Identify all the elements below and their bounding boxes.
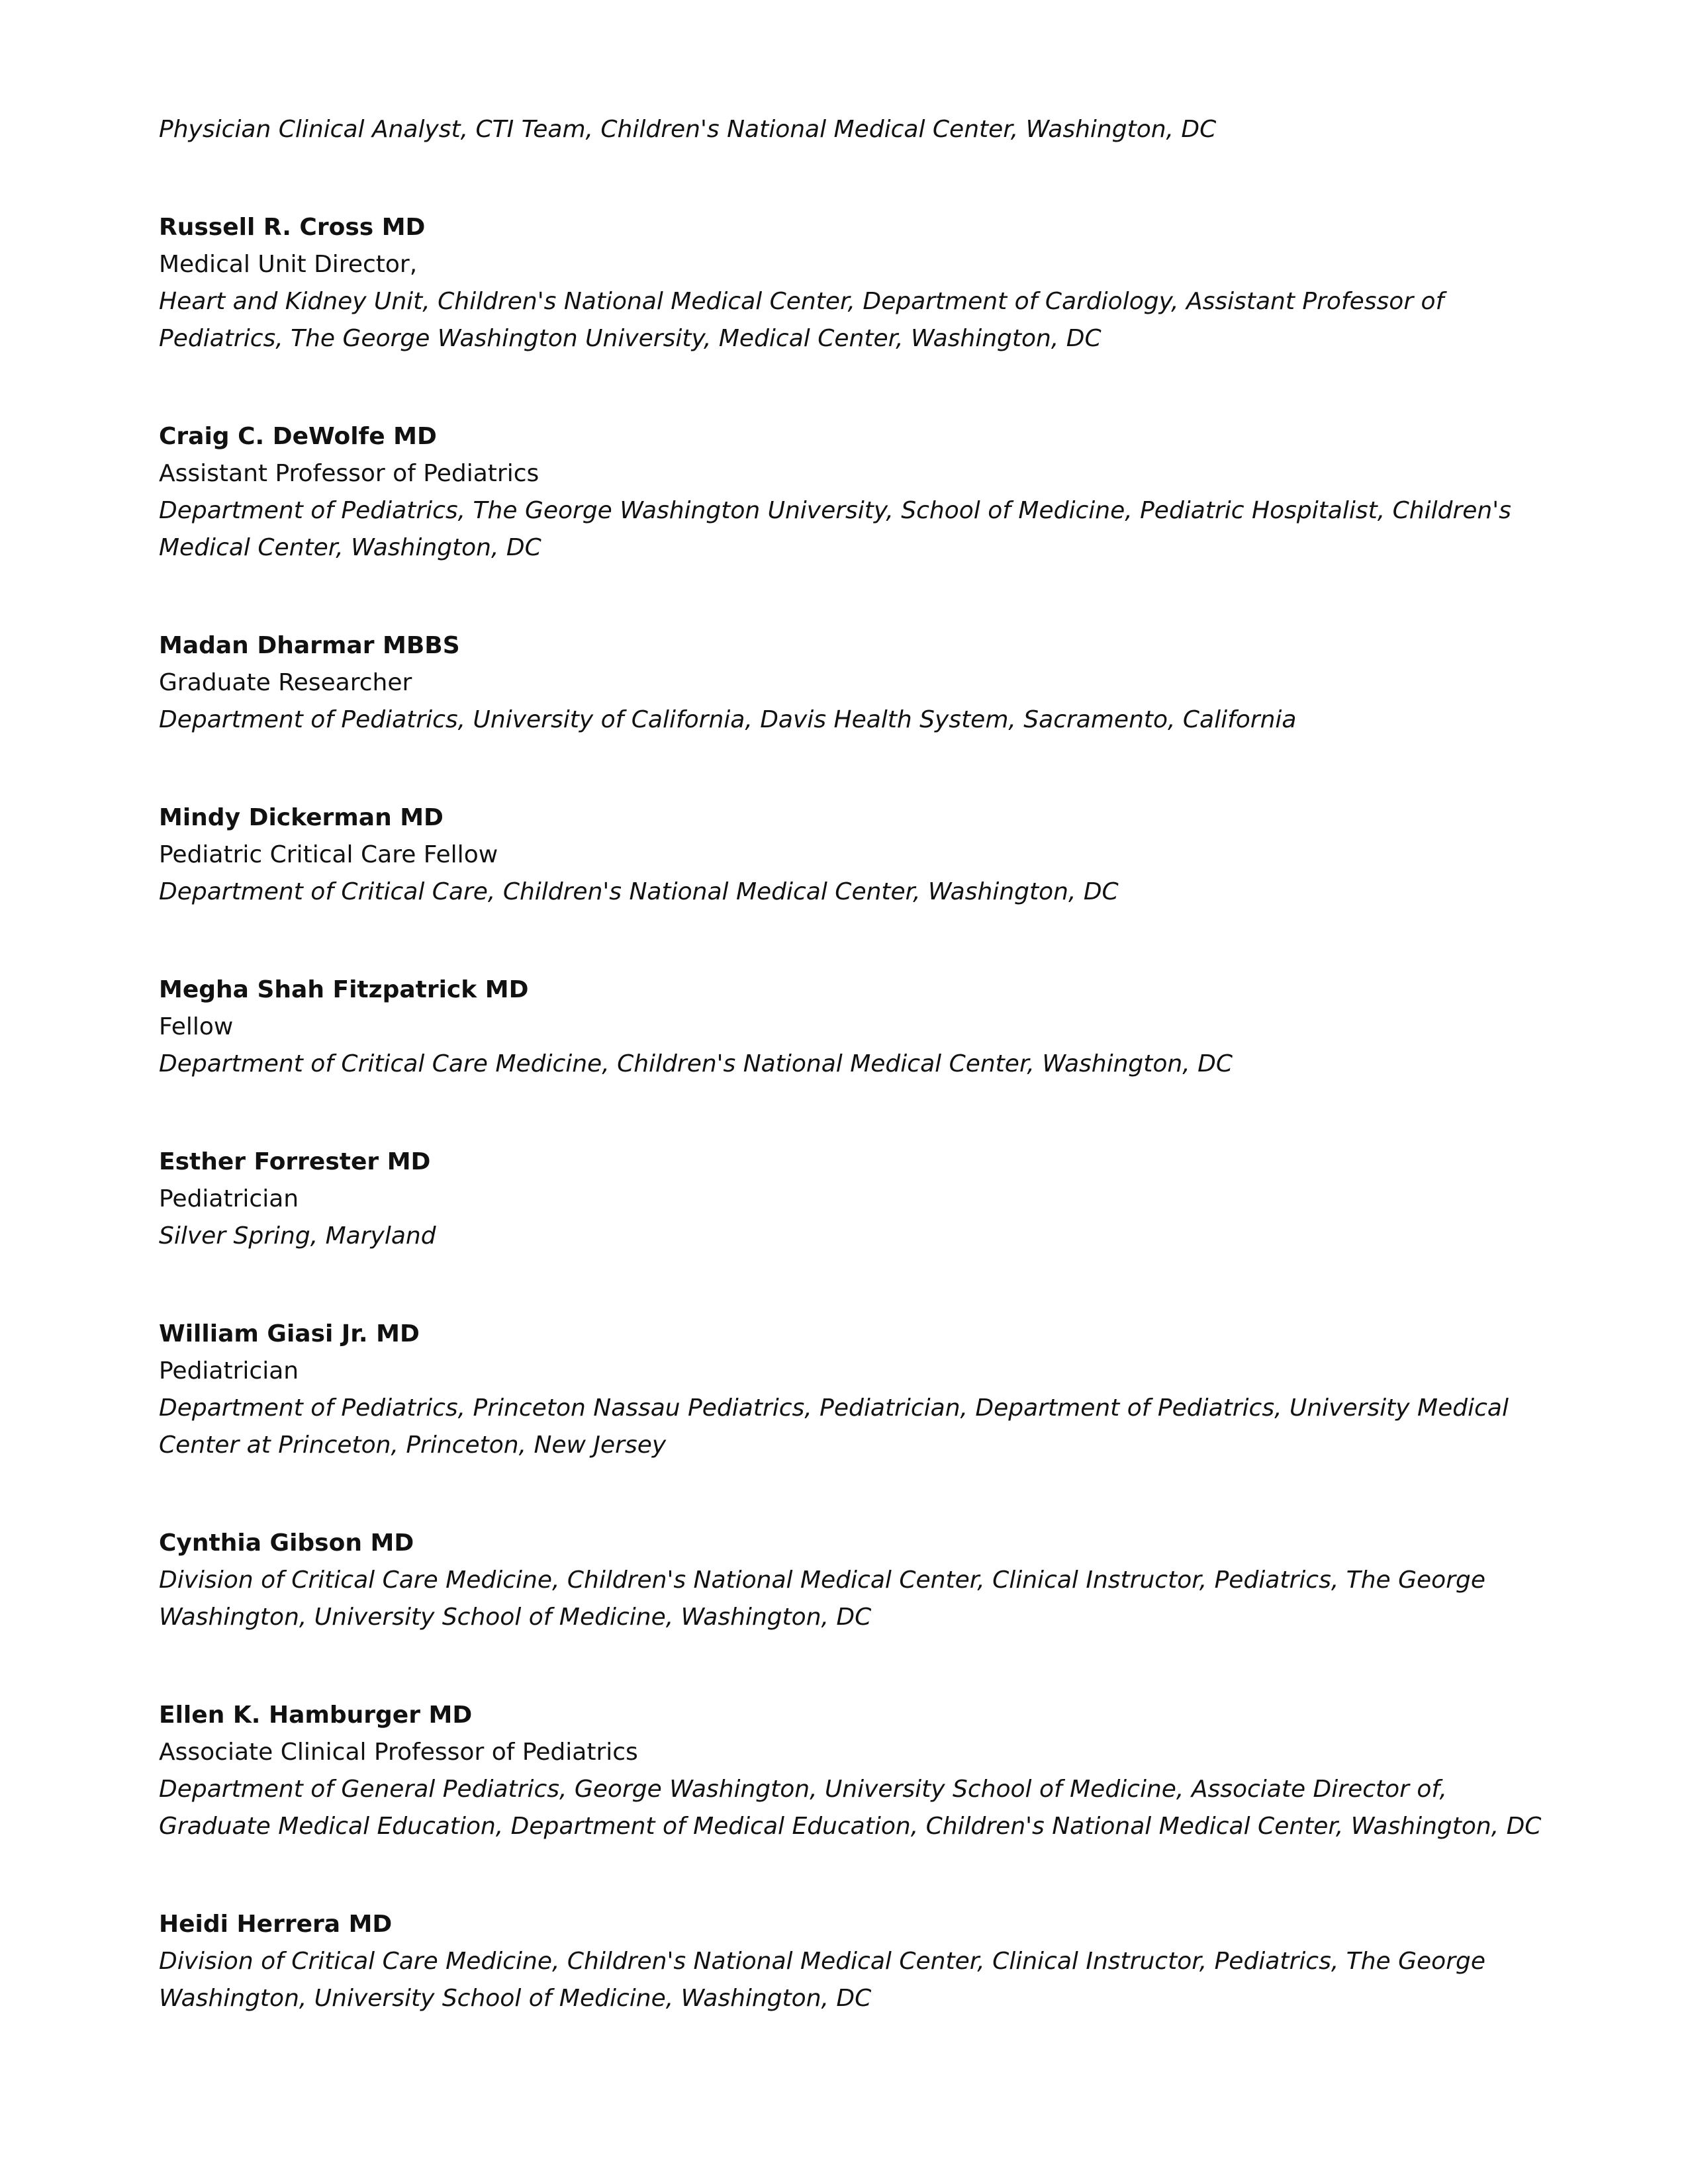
contributor-entry — [159, 799, 1542, 911]
contributor-role: Pediatrician — [159, 1185, 299, 1212]
contributor-role: Fellow — [159, 1013, 234, 1040]
contributor-affiliation: Department of Critical Care Medicine, Children's National Medical Center, Washington, DC — [159, 1050, 1233, 1077]
contributor-affiliation: Division of Critical Care Medicine, Children's National Medical Center, Clinical Instructor, Pediatrics, The George Washington, University School of Medicine, Washington, DC — [159, 1948, 1485, 2012]
contributor-affiliation: Silver Spring, Maryland — [159, 1222, 436, 1250]
contributor-affiliation: Department of Pediatrics, The George Washington University, School of Medicine, Pediatric Hospitalist, Children's Medical Center, Washington, DC — [159, 497, 1511, 561]
contributor-affiliation: Department of Pediatrics, University of California, Davis Health System, Sacramento, California — [159, 706, 1297, 733]
contributor-name: Ellen K. Hamburger MD — [159, 1702, 473, 1729]
contributor-entry — [159, 1525, 1542, 1636]
contributor-name: Mindy Dickerman MD — [159, 804, 444, 831]
contributor-name: William Giasi Jr. MD — [159, 1320, 420, 1347]
contributor-role: Associate Clinical Professor of Pediatrics — [159, 1739, 638, 1766]
contributor-affiliation: Department of Critical Care, Children's National Medical Center, Washington, DC — [159, 878, 1119, 905]
contributor-role: Medical Unit Director, — [159, 251, 418, 278]
contributor-entry — [159, 1906, 1542, 2017]
contributor-role: Pediatrician — [159, 1357, 299, 1385]
contributor-entry — [159, 209, 1542, 357]
contributor-affiliation: Division of Critical Care Medicine, Children's National Medical Center, Clinical Instructor, Pediatrics, The George Washington, University School of Medicine, Washington, DC — [159, 1567, 1485, 1631]
contributor-affiliation: Department of Pediatrics, Princeton Nassau Pediatrics, Pediatrician, Department of Pediatrics, University Medical Center at Princeton, Princeton, New Jersey — [159, 1394, 1509, 1459]
contributor-name: Madan Dharmar MBBS — [159, 632, 460, 659]
contributor-role: Assistant Professor of Pediatrics — [159, 460, 539, 487]
leading-affiliation: Physician Clinical Analyst, CTI Team, Children's National Medical Center, Washington, DC — [159, 116, 1217, 143]
contributor-role: Graduate Researcher — [159, 669, 412, 696]
contributor-entry — [159, 972, 1542, 1083]
contributor-entry — [159, 1697, 1542, 1845]
contributor-name: Esther Forrester MD — [159, 1148, 431, 1175]
contributor-affiliation: Heart and Kidney Unit, Children's National Medical Center, Department of Cardiology, Assistant Professor of Pediatrics, The George Washington University, Medical Center, Washington, DC — [159, 288, 1444, 352]
contributor-list — [159, 111, 1542, 2078]
contributor-entry — [159, 418, 1542, 567]
contributor-entry — [159, 1144, 1542, 1255]
contributor-affiliation: Department of General Pediatrics, George Washington, University School of Medicine, Associate Director of, Graduate Medical Education, Department of Medical Education, Children's National Medical Center, Washington, DC — [159, 1776, 1542, 1840]
contributor-entry — [159, 1316, 1542, 1464]
contributor-entry — [159, 627, 1542, 739]
contributor-name: Megha Shah Fitzpatrick MD — [159, 976, 529, 1003]
contributor-name: Cynthia Gibson MD — [159, 1529, 414, 1557]
contributor-name: Russell R. Cross MD — [159, 214, 426, 241]
contributor-role: Pediatric Critical Care Fellow — [159, 841, 498, 868]
contributor-name: Heidi Herrera MD — [159, 1911, 393, 1938]
contributor-name: Craig C. DeWolfe MD — [159, 423, 437, 450]
